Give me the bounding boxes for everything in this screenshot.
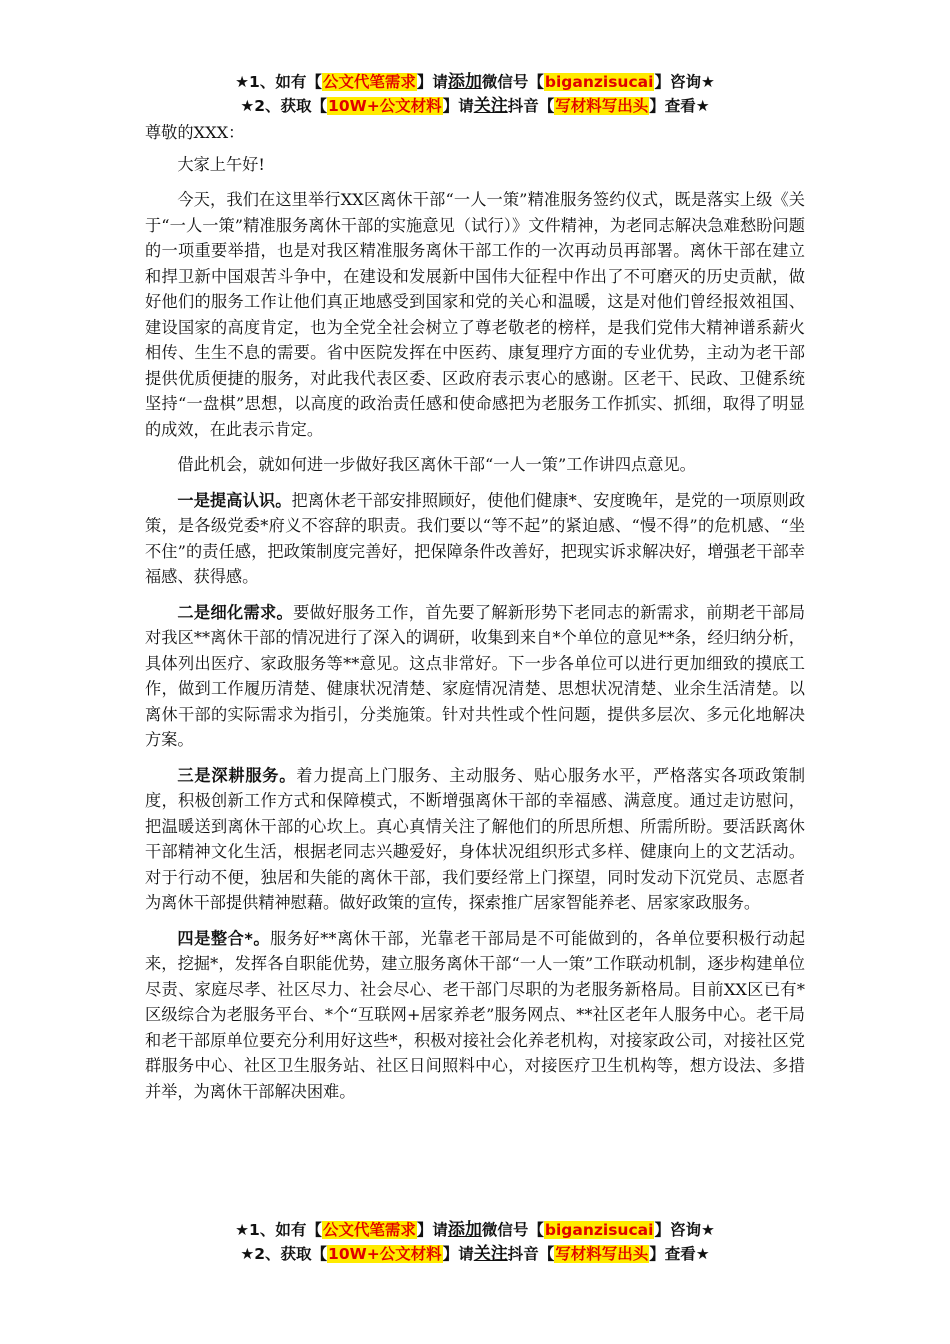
banner-text: 】查看★ xyxy=(649,1245,710,1263)
banner-text: 】查看★ xyxy=(649,97,710,115)
point-paragraph-3 xyxy=(145,763,805,916)
banner-text: 微信号【 xyxy=(481,1221,544,1239)
banner-text: 抖音【 xyxy=(507,97,555,115)
point-paragraph-4 xyxy=(145,926,805,1105)
point-text: 把离休老干部安排照顾好，使他们健康*、安度晚年，是党的一项原则政策，是各级党委*府义不容辞的职责。我们要以“等不起”的紧迫感、“慢不得”的危机感、“坐不住”的责任感，把政策制度完善好，把保障条件改善好，把现实诉求解决好，增强老干部幸福感、获得感。 xyxy=(145,490,806,586)
banner-text: 】请 xyxy=(416,1221,448,1239)
banner-line-1 xyxy=(0,70,950,94)
greeting: 大家上午好! xyxy=(177,154,265,174)
point-heading: 一是提高认识。 xyxy=(177,490,292,510)
banner-line-2 xyxy=(0,94,950,118)
banner-text: 抖音【 xyxy=(507,1245,555,1263)
highlight-service: 公文代笔需求 xyxy=(322,73,416,91)
highlight-douyin-id: 写材料写出头 xyxy=(555,1245,649,1263)
banner-emphasis: 关注 xyxy=(473,96,508,116)
banner-line-2 xyxy=(0,1242,950,1266)
highlight-douyin-id: 写材料写出头 xyxy=(555,97,649,115)
point-heading: 四是整合*。 xyxy=(177,928,271,948)
banner-text: ★2、获取【 xyxy=(240,97,328,115)
banner-emphasis: 添加 xyxy=(447,72,482,92)
banner-emphasis: 添加 xyxy=(447,1220,482,1240)
banner-emphasis: 关注 xyxy=(473,1244,508,1264)
banner-text: 】咨询★ xyxy=(654,73,715,91)
highlight-service: 公文代笔需求 xyxy=(322,1221,416,1239)
point-heading: 二是细化需求。 xyxy=(177,602,294,622)
speech-body xyxy=(145,120,805,1114)
banner-text: 】请 xyxy=(416,73,448,91)
banner-text: ★2、获取【 xyxy=(240,1245,328,1263)
banner-line-1 xyxy=(0,1218,950,1242)
highlight-wechat-id: biganzisucai xyxy=(544,1221,654,1239)
intro-paragraph: 今天，我们在这里举行XX区离休干部“一人一策”精准服务签约仪式，既是落实上级《关于“一人一策”精准服务离休干部的实施意见（试行）》文件精神，为老同志解决急难愁盼问题的一项重要举措，也是对我区精准服务离休干部工作的一次再动员再部署。离休干部在建立和捍卫新中国艰苦斗争中，在建设和发展新中国伟大征程中作出了不可磨灭的历史贡献，做好他们的服务工作让他们真正地感受到国家和党的关心和温暖，这是对他们曾经报效祖国、建设国家的高度肯定，也为全党全社会树立了尊老敬老的榜样，是我们党伟大精神谱系薪火相传、生生不息的需要。省中医院发挥在中医药、康复理疗方面的专业优势，主动为老干部提供优质便捷的服务，对此我代表区委、区政府表示衷心的感谢。区老干、民政、卫健系统坚持“一盘棋”思想，以高度的政治责任感和使命感把为老服务工作抓实、抓细，取得了明显的成效，在此表示肯定。 xyxy=(145,190,805,439)
highlight-wechat-id: biganzisucai xyxy=(544,73,654,91)
banner-text: 】请 xyxy=(442,1245,474,1263)
banner-text: 微信号【 xyxy=(481,73,544,91)
banner-text: ★1、如有【 xyxy=(235,73,322,91)
highlight-materials: 10W+公文材料 xyxy=(328,1245,442,1263)
bottom-ad-banner xyxy=(0,1218,950,1266)
banner-text: 】咨询★ xyxy=(654,1221,715,1239)
point-text: 着力提高上门服务、主动服务、贴心服务水平，严格落实各项政策制度，积极创新工作方式和保障模式，不断增强离休干部的幸福感、满意度。通过走访慰问，把温暖送到离休干部的心坎上。真心真情关注了解他们的所思所想、所需所盼。要活跃离休干部精神文化生活，根据老同志兴趣爱好，身体状况组织形式多样、健康向上的文艺活动。对于行动不便，独居和失能的离休干部，我们要经常上门探望，同时发动下沉党员、志愿者为离休干部提供精神慰藉。做好政策的宣传，探索推广居家智能养老、居家家政服务。 xyxy=(145,765,806,912)
point-paragraph-1 xyxy=(145,488,805,590)
top-ad-banner xyxy=(0,70,950,118)
highlight-materials: 10W+公文材料 xyxy=(328,97,442,115)
salutation: 尊敬的XXX： xyxy=(145,123,245,142)
banner-text: 】请 xyxy=(442,97,474,115)
banner-text: ★1、如有【 xyxy=(235,1221,322,1239)
point-heading: 三是深耕服务。 xyxy=(177,765,297,785)
transition-paragraph: 借此机会，就如何进一步做好我区离休干部“一人一策”工作讲四点意见。 xyxy=(177,455,696,474)
point-paragraph-2 xyxy=(145,600,805,753)
point-text: 要做好服务工作，首先要了解新形势下老同志的新需求，前期老干部局对我区**离休干部的情况进行了深入的调研，收集到来自*个单位的意见**条，经归纳分析，具体列出医疗、家政服务等**意见。这点非常好。下一步各单位可以进行更加细致的摸底工作，做到工作履历清楚、健康状况清楚、家庭情况清楚、思想状况清楚、业余生活清楚。以离休干部的实际需求为指引，分类施策。针对共性或个性问题，提供多层次、多元化地解决方案。 xyxy=(145,602,806,749)
point-text: 服务好**离休干部，光靠老干部局是不可能做到的，各单位要积极行动起来，挖掘*，发挥各自职能优势，建立服务离休干部“一人一策”工作联动机制，逐步构建单位尽责、家庭尽孝、社区尽力、社会尽心、老干部门尽职的为老服务新格局。目前XX区已有*区级综合为老服务平台、*个“互联网+居家养老”服务网点、**社区老年人服务中心。老干局和老干部原单位要充分利用好这些*，积极对接社会化养老机构，对接家政公司，对接社区党群服务中心、社区卫生服务站、社区日间照料中心，对接医疗卫生机构等，想方设法、多措并举，为离休干部解决困难。 xyxy=(145,928,806,1101)
